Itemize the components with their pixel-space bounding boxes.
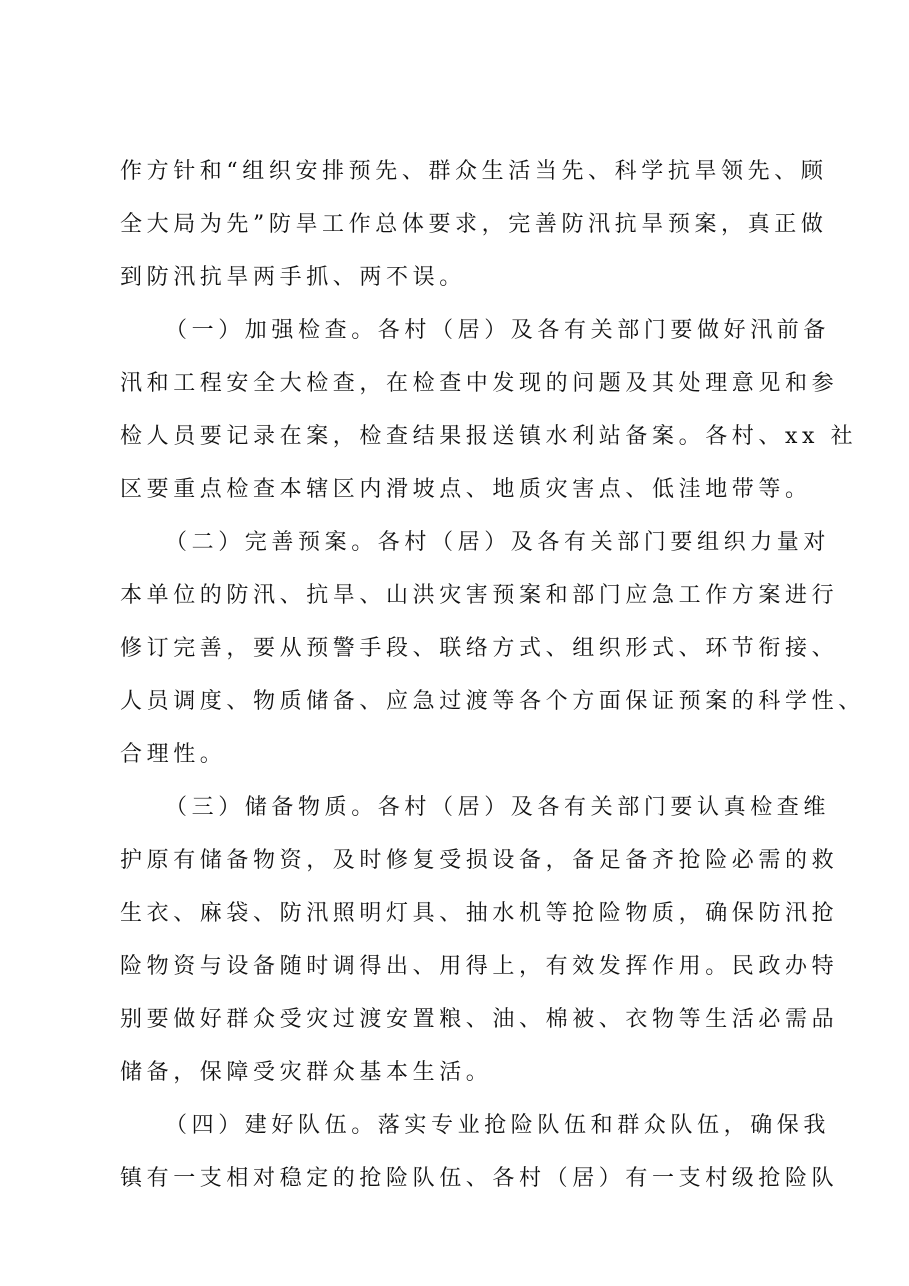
paragraph-line: 险物资与设备随时调得出、用得上，有效发挥作用。民政办特 bbox=[120, 954, 839, 979]
section-heading-line: （一）加强检查。各村（居）及各有关部门要做好汛前备 bbox=[165, 318, 831, 343]
section-heading-line: （三）储备物质。各村（居）及各有关部门要认真检查维 bbox=[165, 795, 831, 820]
paragraph-line: 合理性。 bbox=[120, 742, 227, 767]
paragraph-line: 全大局为先”防旱工作总体要求，完善防汛抗旱预案，真正做 bbox=[120, 212, 828, 237]
paragraph-line: 检人员要记录在案，检查结果报送镇水利站备案。各村、xx 社 bbox=[120, 424, 858, 449]
paragraph-line: 镇有一支相对稳定的抢险队伍、各村（居）有一支村级抢险队 bbox=[120, 1166, 839, 1191]
paragraph-line: 作方针和“组织安排预先、群众生活当先、科学抗旱领先、顾 bbox=[120, 159, 828, 184]
paragraph-line: 生衣、麻袋、防汛照明灯具、抽水机等抢险物质，确保防汛抢 bbox=[120, 901, 839, 926]
paragraph-line: 修订完善，要从预警手段、联络方式、组织形式、环节衔接、 bbox=[120, 636, 839, 661]
paragraph-line: 本单位的防汛、抗旱、山洪灾害预案和部门应急工作方案进行 bbox=[120, 583, 839, 608]
paragraph-line: 到防汛抗旱两手抓、两不误。 bbox=[120, 265, 466, 290]
paragraph-line: 人员调度、物质储备、应急过渡等各个方面保证预案的科学性、 bbox=[120, 689, 865, 714]
section-heading-line: （二）完善预案。各村（居）及各有关部门要组织力量对 bbox=[165, 530, 831, 555]
paragraph-line: 汛和工程安全大检查，在检查中发现的问题及其处理意见和参 bbox=[120, 371, 839, 396]
paragraph-line: 别要做好群众受灾过渡安置粮、油、棉被、衣物等生活必需品 bbox=[120, 1007, 839, 1032]
paragraph-line: 护原有储备物资，及时修复受损设备，备足备齐抢险必需的救 bbox=[120, 848, 839, 873]
paragraph-line: 区要重点检查本辖区内滑坡点、地质灾害点、低洼地带等。 bbox=[120, 477, 812, 502]
paragraph-line: 储备，保障受灾群众基本生活。 bbox=[120, 1060, 493, 1085]
section-heading-line: （四）建好队伍。落实专业抢险队伍和群众队伍，确保我 bbox=[165, 1113, 831, 1138]
